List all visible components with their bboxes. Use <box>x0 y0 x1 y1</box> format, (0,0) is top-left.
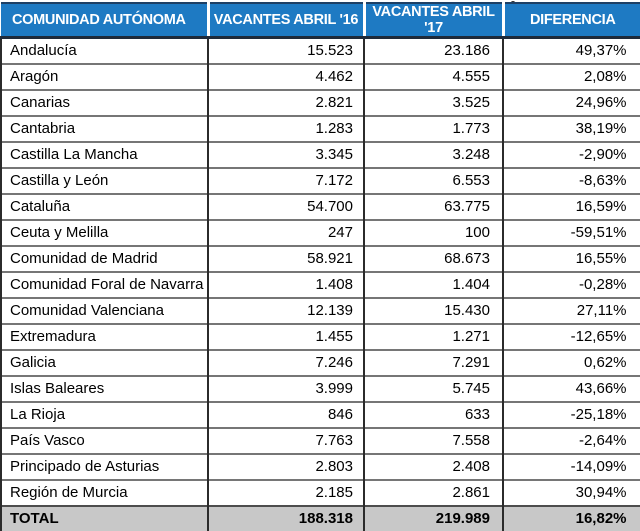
diferencia-cell: 16,55% <box>503 246 640 272</box>
region-cell: Castilla La Mancha <box>1 142 208 168</box>
vacantes-2017-cell: 100 <box>364 220 503 246</box>
vacantes-2016-cell: 7.246 <box>208 350 364 376</box>
diferencia-cell: 43,66% <box>503 376 640 402</box>
vacancies-table <box>0 2 640 531</box>
total-vacantes-2017: 219.989 <box>364 506 503 531</box>
diferencia-cell: 38,19% <box>503 116 640 142</box>
vacantes-2017-cell: 633 <box>364 402 503 428</box>
column-header-vacantes-abril-17: VACANTES ABRIL '17 <box>364 3 503 38</box>
vacantes-2016-cell: 2.821 <box>208 90 364 116</box>
vacantes-2017-cell: 3.248 <box>364 142 503 168</box>
vacantes-2017-cell: 1.271 <box>364 324 503 350</box>
vacantes-2017-cell: 23.186 <box>364 38 503 65</box>
vacantes-2016-cell: 12.139 <box>208 298 364 324</box>
diferencia-cell: 0,62% <box>503 350 640 376</box>
table-row <box>1 38 640 65</box>
diferencia-cell: 16,59% <box>503 194 640 220</box>
diferencia-cell: -2,90% <box>503 142 640 168</box>
diferencia-cell: -0,28% <box>503 272 640 298</box>
region-cell: Andalucía <box>1 38 208 65</box>
vacantes-2017-cell: 63.775 <box>364 194 503 220</box>
vacantes-2016-cell: 1.283 <box>208 116 364 142</box>
table-body <box>1 38 640 507</box>
vacantes-2017-cell: 1.773 <box>364 116 503 142</box>
vacantes-2017-cell: 7.291 <box>364 350 503 376</box>
vacantes-2016-cell: 846 <box>208 402 364 428</box>
table-row <box>1 220 640 246</box>
region-cell: Ceuta y Melilla <box>1 220 208 246</box>
region-cell: La Rioja <box>1 402 208 428</box>
vacantes-2016-cell: 3.999 <box>208 376 364 402</box>
table-row <box>1 454 640 480</box>
vacantes-2017-cell: 4.555 <box>364 64 503 90</box>
table-row <box>1 90 640 116</box>
region-cell: Comunidad de Madrid <box>1 246 208 272</box>
table-row <box>1 246 640 272</box>
region-cell: Islas Baleares <box>1 376 208 402</box>
region-cell: Cantabria <box>1 116 208 142</box>
vacantes-2017-cell: 1.404 <box>364 272 503 298</box>
diferencia-cell: 49,37% <box>503 38 640 65</box>
table-row <box>1 116 640 142</box>
diferencia-cell: 30,94% <box>503 480 640 506</box>
diferencia-cell: -8,63% <box>503 168 640 194</box>
total-label: TOTAL <box>1 506 208 531</box>
vacantes-2017-cell: 2.861 <box>364 480 503 506</box>
vacantes-2017-cell: 15.430 <box>364 298 503 324</box>
vacantes-2017-cell: 68.673 <box>364 246 503 272</box>
vacantes-2016-cell: 7.763 <box>208 428 364 454</box>
region-cell: Región de Murcia <box>1 480 208 506</box>
table-row <box>1 168 640 194</box>
region-cell: Extremadura <box>1 324 208 350</box>
region-cell: Galicia <box>1 350 208 376</box>
region-cell: Principado de Asturias <box>1 454 208 480</box>
vacantes-2016-cell: 2.185 <box>208 480 364 506</box>
vacantes-2016-cell: 54.700 <box>208 194 364 220</box>
page <box>0 2 640 531</box>
table-row <box>1 194 640 220</box>
column-header-vacantes-abril-16: VACANTES ABRIL '16 <box>208 3 364 38</box>
region-cell: Castilla y León <box>1 168 208 194</box>
vacantes-2016-cell: 58.921 <box>208 246 364 272</box>
vacantes-2017-cell: 2.408 <box>364 454 503 480</box>
total-vacantes-2016: 188.318 <box>208 506 364 531</box>
table-row <box>1 298 640 324</box>
total-diferencia: 16,82% <box>503 506 640 531</box>
header-row <box>1 3 640 38</box>
table-row <box>1 142 640 168</box>
vacantes-2017-cell: 5.745 <box>364 376 503 402</box>
diferencia-cell: -14,09% <box>503 454 640 480</box>
table-row <box>1 428 640 454</box>
region-cell: Canarias <box>1 90 208 116</box>
table-row <box>1 64 640 90</box>
vacantes-2016-cell: 1.408 <box>208 272 364 298</box>
table-row <box>1 402 640 428</box>
diferencia-cell: 2,08% <box>503 64 640 90</box>
vacantes-2017-cell: 6.553 <box>364 168 503 194</box>
region-cell: País Vasco <box>1 428 208 454</box>
region-cell: Aragón <box>1 64 208 90</box>
diferencia-cell: 27,11% <box>503 298 640 324</box>
diferencia-cell: -12,65% <box>503 324 640 350</box>
region-cell: Comunidad Valenciana <box>1 298 208 324</box>
total-row <box>1 506 640 531</box>
diferencia-cell: 24,96% <box>503 90 640 116</box>
diferencia-cell: -2,64% <box>503 428 640 454</box>
region-cell: Cataluña <box>1 194 208 220</box>
vacantes-2016-cell: 7.172 <box>208 168 364 194</box>
diferencia-cell: -59,51% <box>503 220 640 246</box>
table-row <box>1 272 640 298</box>
vacantes-2016-cell: 4.462 <box>208 64 364 90</box>
vacantes-2017-cell: 7.558 <box>364 428 503 454</box>
vacantes-2016-cell: 2.803 <box>208 454 364 480</box>
vacantes-2016-cell: 247 <box>208 220 364 246</box>
region-cell: Comunidad Foral de Navarra <box>1 272 208 298</box>
vacantes-2016-cell: 3.345 <box>208 142 364 168</box>
column-header-comunidad-autonoma: COMUNIDAD AUTÓNOMA <box>1 3 208 38</box>
vacantes-2016-cell: 1.455 <box>208 324 364 350</box>
diferencia-cell: -25,18% <box>503 402 640 428</box>
table-row <box>1 324 640 350</box>
vacantes-2017-cell: 3.525 <box>364 90 503 116</box>
vacantes-2016-cell: 15.523 <box>208 38 364 65</box>
table-row <box>1 350 640 376</box>
table-row <box>1 376 640 402</box>
table-row <box>1 480 640 506</box>
column-header-diferencia: DIFERENCIA <box>503 3 640 38</box>
